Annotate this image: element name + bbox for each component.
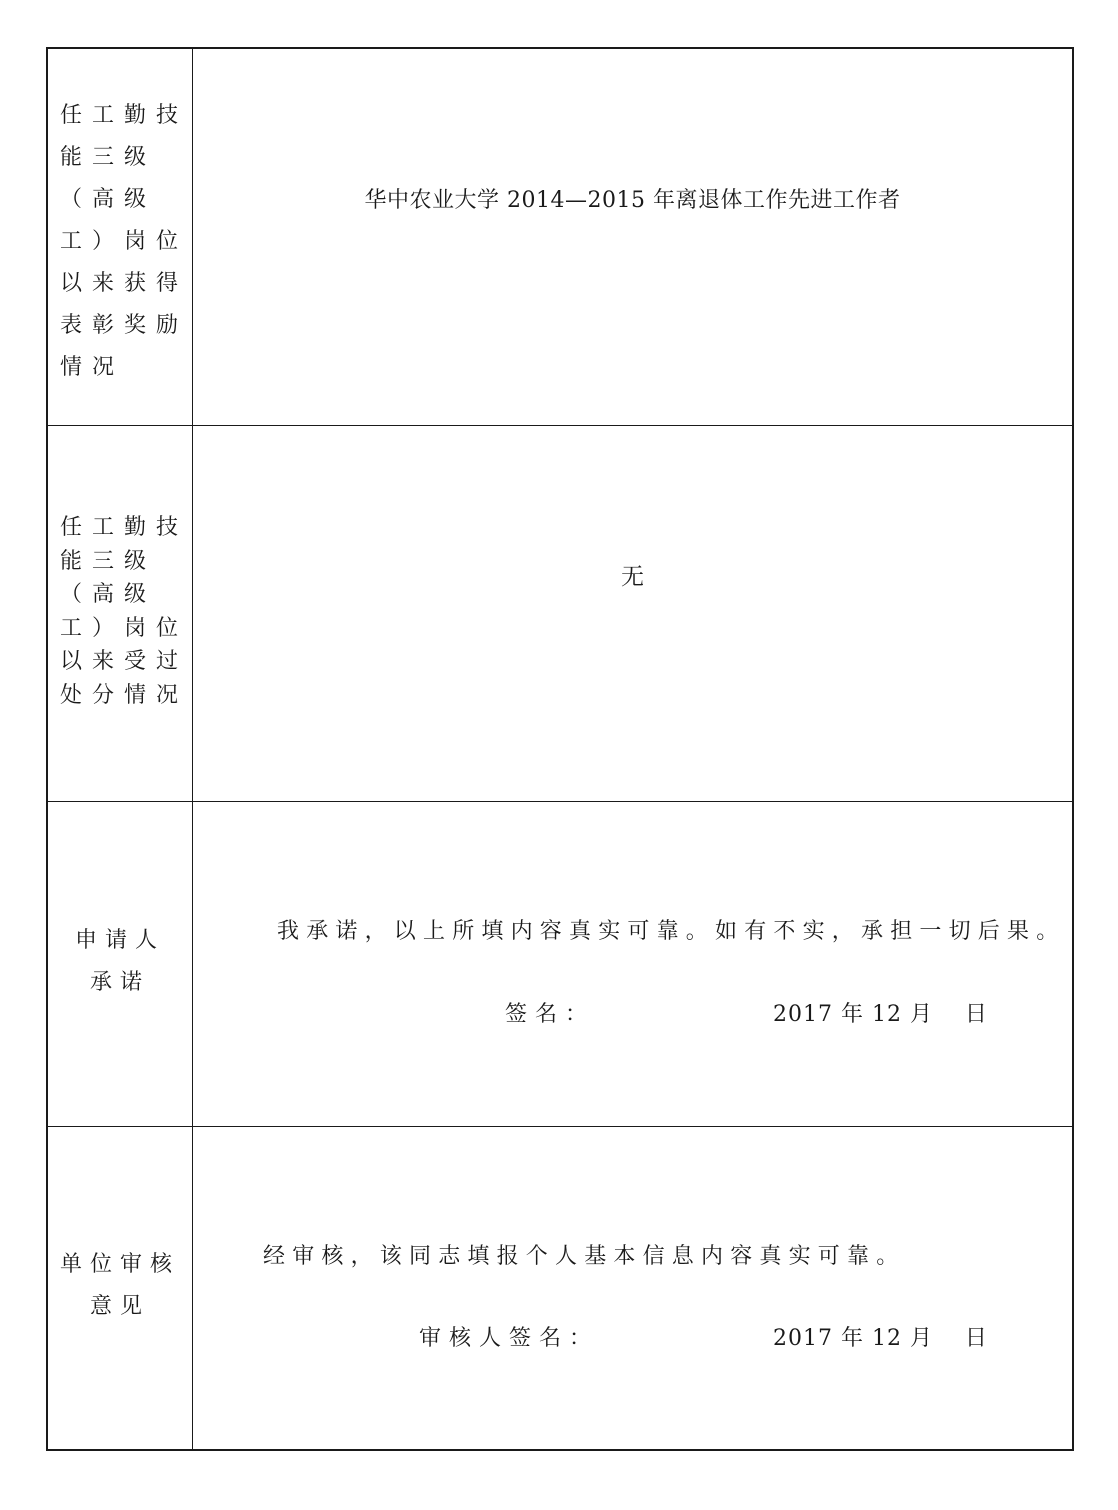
awards-label-line — [60, 305, 178, 347]
label-char: 岗 — [123, 615, 146, 641]
awards-label-line — [60, 179, 178, 221]
label-char: 级 — [124, 548, 147, 574]
label-char: 勤 — [123, 515, 146, 540]
label-char: 来 — [91, 649, 114, 674]
label-char: 技 — [155, 103, 178, 128]
awards-label-line — [60, 95, 178, 137]
label-char: 勤 — [123, 103, 146, 128]
label-char: 情 — [60, 355, 83, 380]
label-char: 以 — [60, 649, 83, 674]
label-char: 位 — [155, 615, 178, 641]
label-char: 情 — [123, 682, 146, 708]
applicant-signature-label: 签名： — [505, 1002, 596, 1027]
label-char: 奖 — [123, 313, 146, 338]
label-char: 技 — [155, 515, 178, 540]
pledge-label-line: 承诺 — [89, 970, 150, 995]
pledge-statement: 我承诺，以上所填内容真实可靠。如有不实，承担一切后果。 — [277, 919, 1066, 944]
label-char: ） — [91, 615, 114, 641]
label-char: 级 — [124, 582, 147, 607]
awards-label — [60, 95, 178, 389]
punishments-label — [60, 511, 178, 712]
pledge-content-cell — [193, 802, 1072, 1126]
label-char: 任 — [60, 515, 83, 540]
review-label-line: 单位审核 — [59, 1252, 180, 1277]
awards-label-line — [60, 347, 178, 389]
label-char: 分 — [91, 682, 114, 708]
label-char: 处 — [60, 682, 83, 708]
label-char: 任 — [60, 103, 83, 128]
review-row — [48, 1127, 1072, 1451]
pledge-row — [48, 802, 1072, 1127]
label-char: 高 — [92, 582, 115, 607]
review-label-line: 意见 — [89, 1294, 150, 1319]
label-char: 级 — [124, 187, 147, 212]
review-label-cell — [48, 1127, 193, 1451]
label-char: 工 — [60, 615, 83, 641]
review-content-cell — [193, 1127, 1072, 1451]
label-char: 岗 — [123, 229, 146, 254]
awards-label-cell — [48, 49, 193, 425]
application-form-table — [46, 47, 1074, 1451]
punishments-label-line — [60, 578, 178, 612]
punishments-row — [48, 426, 1072, 802]
punishments-label-cell — [48, 426, 193, 801]
label-char: 来 — [91, 271, 114, 296]
label-char: 况 — [155, 682, 178, 708]
punishments-content: 无 — [621, 564, 644, 590]
label-char: 能 — [60, 145, 83, 170]
label-char: 过 — [155, 649, 178, 674]
label-char: 三 — [92, 145, 115, 170]
label-char: 工 — [91, 515, 114, 540]
label-char: 工 — [60, 229, 83, 254]
awards-content: 华中农业大学 2014—2015 年离退体工作先进工作者 — [364, 188, 901, 213]
punishments-content-cell — [193, 426, 1072, 801]
label-char: （ — [60, 582, 83, 607]
punishments-label-line — [60, 645, 178, 679]
label-char: 级 — [124, 145, 147, 170]
punishments-label-line — [60, 511, 178, 545]
label-char: 表 — [60, 313, 83, 338]
review-statement: 经审核，该同志填报个人基本信息内容真实可靠。 — [263, 1244, 906, 1269]
awards-label-line — [60, 137, 178, 179]
awards-content-cell — [193, 49, 1072, 425]
label-char: 得 — [155, 271, 178, 296]
label-char: 以 — [60, 271, 83, 296]
label-char: （ — [60, 187, 83, 212]
pledge-label-cell — [48, 802, 193, 1126]
awards-row — [48, 49, 1072, 426]
label-char: 工 — [91, 103, 114, 128]
label-char: 三 — [92, 548, 115, 574]
pledge-date: 2017 年 12 月 日 — [773, 1002, 988, 1027]
label-char: 高 — [92, 187, 115, 212]
awards-label-line — [60, 221, 178, 263]
awards-label-line — [60, 263, 178, 305]
reviewer-signature-label: 审核人签名： — [419, 1326, 600, 1351]
label-char: 励 — [155, 313, 178, 338]
label-char: 获 — [123, 271, 146, 296]
label-char: 况 — [92, 355, 115, 380]
punishments-label-line — [60, 612, 178, 646]
review-date: 2017 年 12 月 日 — [773, 1326, 988, 1351]
punishments-label-line — [60, 679, 178, 713]
label-char: 位 — [155, 229, 178, 254]
label-char: ） — [91, 229, 114, 254]
label-char: 能 — [60, 548, 83, 574]
pledge-label-line: 申请人 — [74, 928, 165, 953]
label-char: 彰 — [91, 313, 114, 338]
label-char: 受 — [123, 649, 146, 674]
punishments-label-line — [60, 545, 178, 579]
